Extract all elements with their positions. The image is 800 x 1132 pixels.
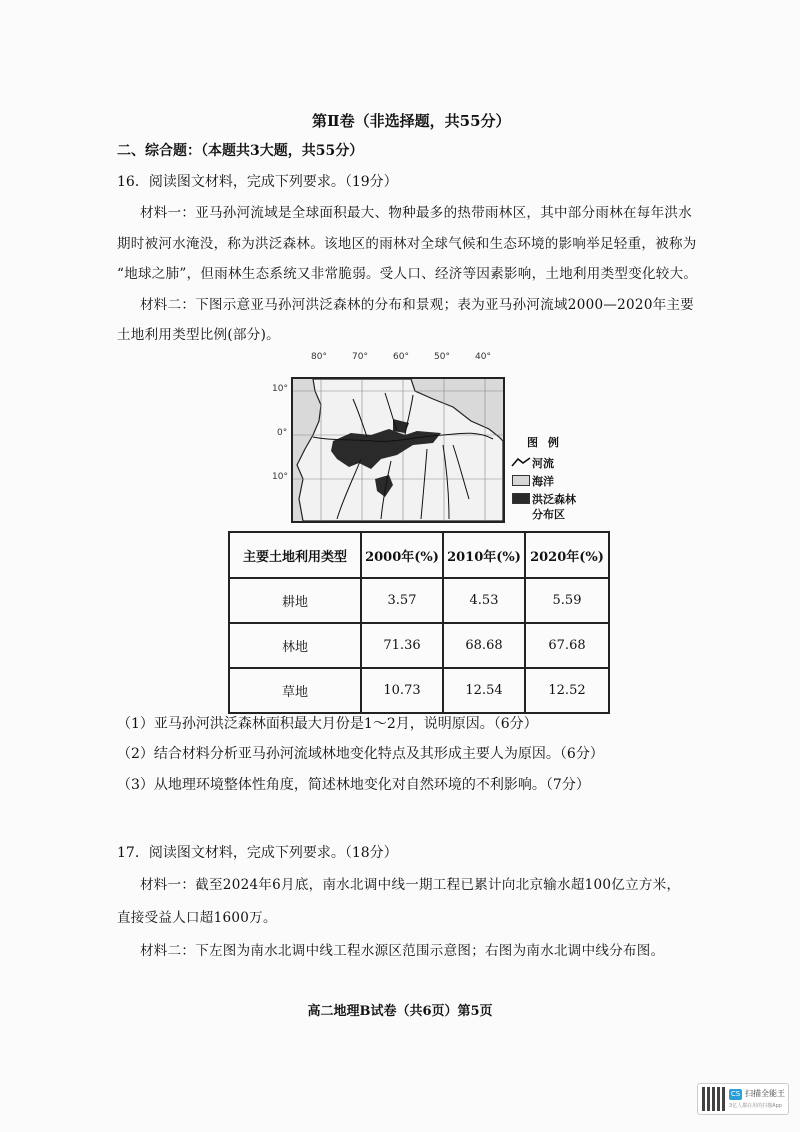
ocean-legend-swatch [512,475,530,486]
lon-tick: 80° [311,352,327,362]
table-cell: 5.59 [525,578,609,623]
lon-tick: 70° [352,352,368,362]
q16-material2-line1: 材料二：下图示意亚马孙河洪泛森林的分布和景观；表为亚马孙河流域2000—2020年主要 [140,297,695,313]
qr-code-icon [702,1087,726,1111]
table-cell: 12.54 [443,668,525,713]
table-header-cell: 2010年(%) [443,532,525,578]
q17-material1-line2: 直接受益人口超1600万。 [117,910,277,926]
q16-sub2: （2）结合材料分析亚马孙河流域林地变化特点及其形成主要人为原因。（6分） [117,746,604,762]
map-frame [291,377,505,523]
table-cell: 67.68 [525,623,609,668]
q16-sub1: （1）亚马孙河洪泛森林面积最大月份是1～2月，说明原因。（6分） [117,716,538,732]
scanner-app-name: 扫描全能王 [745,1089,785,1098]
table-row [229,578,609,623]
table-cell: 10.73 [361,668,443,713]
table-header-cell: 主要土地利用类型 [229,532,361,578]
q17-material1-line1: 材料一：截至2024年6月底，南水北调中线一期工程已累计向北京输水超100亿立方米， [140,877,681,893]
table-cell: 71.36 [361,623,443,668]
q16-sub3: （3）从地理环境整体性角度，简述林地变化对自然环境的不利影响。（7分） [117,777,590,793]
table-header-row [229,532,609,578]
legend-ocean-label: 海洋 [532,475,554,488]
legend-flooded-forest-label: 洪泛森林 [532,493,576,506]
q16-material1-line2: 期时被河水淹没，称为洪泛森林。该地区的雨林对全球气候和生态环境的影响举足轻重，被称为 [117,236,697,252]
river-legend-icon [511,457,531,467]
cs-logo-icon: CS [730,1090,741,1098]
lat-tick: 10° [272,384,288,394]
map-svg [293,379,503,521]
q16-material1-line1: 材料一：亚马孙河流域是全球面积最大、物种最多的热带雨林区，其中部分雨林在每年洪水 [140,205,692,221]
q16-title: 16．阅读图文材料，完成下列要求。（19分） [117,174,398,190]
lon-tick: 60° [393,352,409,362]
table-row [229,668,609,713]
table-header-cell: 2000年(%) [361,532,443,578]
table-cell: 草地 [229,668,361,713]
legend-title: 图 例 [527,436,562,449]
table-cell: 68.68 [443,623,525,668]
table-cell: 耕地 [229,578,361,623]
lon-tick: 40° [475,352,491,362]
legend-river-label: 河流 [532,457,554,470]
q16-material1-line3: “地球之肺”，但雨林生态系统又非常脆弱。受人口、经济等因素影响，土地利用类型变化较大。 [117,266,698,282]
q17-material2: 材料二：下左图为南水北调中线工程水源区范围示意图；右图为南水北调中线分布图。 [140,943,665,959]
table-header-cell: 2020年(%) [525,532,609,578]
scanner-app-tagline: 3亿人都在用的扫描App [729,1103,782,1109]
q16-material2-line2: 土地利用类型比例(部分)。 [117,327,280,343]
table-cell: 林地 [229,623,361,668]
legend-distribution-label: 分布区 [532,508,565,521]
table-cell: 4.53 [443,578,525,623]
lat-tick: 0° [277,428,288,438]
table-cell: 12.52 [525,668,609,713]
flooded-forest-legend-swatch [512,493,530,504]
page-footer: 高二地理B试卷（共6页）第5页 [307,1004,493,1019]
scanner-watermark-badge [697,1083,789,1115]
table-row [229,623,609,668]
section-heading: 二、综合题：（本题共3大题，共55分） [117,143,364,159]
table-cell: 3.57 [361,578,443,623]
part-title: 第Ⅱ卷（非选择题，共55分） [312,112,511,130]
land-use-table [228,531,610,714]
q17-title: 17．阅读图文材料，完成下列要求。（18分） [117,845,398,861]
lon-tick: 50° [434,352,450,362]
lat-tick: 10° [272,472,288,482]
